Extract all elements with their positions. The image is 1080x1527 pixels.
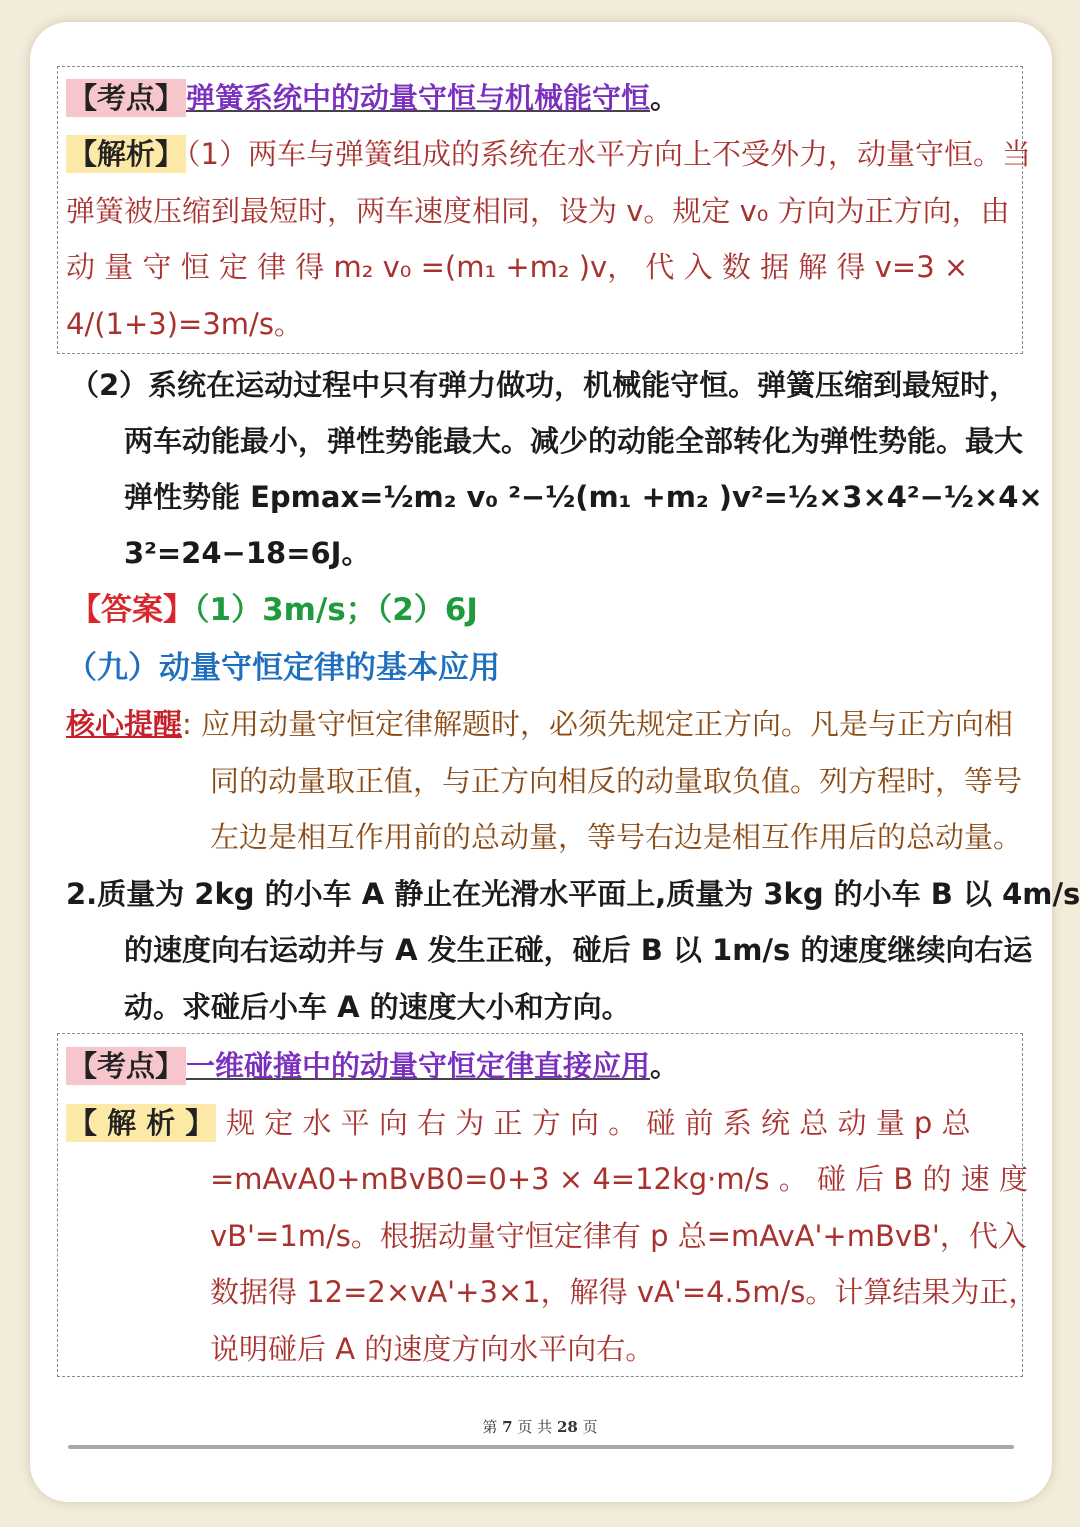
kaodian-title: 弹簧系统中的动量守恒与机械能守恒 bbox=[186, 81, 651, 115]
core-reminder-text: 左边是相互作用前的总动量，等号右边是相互作用后的总动量。 bbox=[210, 820, 1023, 854]
analysis-text: 数据得 12=2×vA'+3×1，解得 vA'=4.5m/s。计算结果为正， bbox=[210, 1275, 1038, 1309]
analysis-text: vB'=1m/s。根据动量守恒定律有 p 总=mAvA'+mBvB'，代入 bbox=[210, 1219, 1027, 1253]
analysis-text: 动 量 守 恒 定 律 得 m₂ v₀ =(m₁ +m₂ )v， 代 入 数 据 解 得 v=3 × bbox=[66, 250, 969, 284]
kaodian-line-2: 【考点】一维碰撞中的动量守恒定律直接应用。 bbox=[68, 1049, 680, 1083]
analysis-text: 规 定 水 平 向 右 为 正 方 向 。 碰 前 系 统 总 动 量 p 总 bbox=[226, 1106, 971, 1140]
page-total: 28 bbox=[556, 1418, 578, 1436]
core-reminder-line-1: 核心提醒: 应用动量守恒定律解题时，必须先规定正方向。凡是与正方向相 bbox=[66, 707, 1014, 741]
kaodian-title: 一维碰撞中的动量守恒定律直接应用 bbox=[186, 1049, 651, 1083]
core-reminder-text: 应用动量守恒定律解题时，必须先规定正方向。凡是与正方向相 bbox=[191, 707, 1014, 741]
part2-text: （2）系统在运动过程中只有弹力做功，机械能守恒。弹簧压缩到最短时， bbox=[70, 368, 1019, 402]
part2-text: 3²=24−18=6J。 bbox=[124, 536, 371, 570]
analysis-text: 4/(1+3)=3m/s。 bbox=[66, 307, 303, 341]
part2-text: 弹性势能 Epmax=½m₂ v₀ ²−½(m₁ +m₂ )v²=½×3×4²−½×4× bbox=[124, 480, 1043, 514]
kaodian-tag: 【考点】 bbox=[68, 81, 185, 115]
answer-text: （1）3m/s；（2）6J bbox=[194, 592, 478, 628]
question-text: 动。求碰后小车 A 的速度大小和方向。 bbox=[124, 990, 631, 1024]
kaodian-tag: 【考点】 bbox=[68, 1049, 185, 1083]
analysis-text: 弹簧被压缩到最短时，两车速度相同，设为 v。规定 v₀ 方向为正方向，由 bbox=[66, 194, 1010, 228]
page-number: 7 bbox=[502, 1418, 513, 1436]
section-title: （九）动量守恒定律的基本应用 bbox=[66, 650, 500, 686]
jiexi-line-1 bbox=[66, 134, 1031, 174]
jiexi-tag: 【解析】 bbox=[68, 137, 185, 171]
analysis-text: =mAvA0+mBvB0=0+3 × 4=12kg·m/s 。 碰 后 B 的 速 度 bbox=[210, 1162, 1028, 1196]
analysis-text: 说明碰后 A 的速度方向水平向右。 bbox=[210, 1332, 655, 1366]
analysis-text: （1）两车与弹簧组成的系统在水平方向上不受外力，动量守恒。当 bbox=[186, 137, 1031, 171]
part2-text: 两车动能最小，弹性势能最大。减少的动能全部转化为弹性势能。最大 bbox=[124, 424, 1024, 458]
page-footer: 第 7 页 共 28 页 bbox=[482, 1418, 598, 1436]
core-reminder-label: 核心提醒 bbox=[66, 707, 183, 741]
jiexi-line-2 bbox=[66, 1103, 216, 1143]
footer-divider bbox=[68, 1445, 1014, 1449]
answer-line bbox=[70, 590, 478, 630]
jiexi-tag: 【 解 析 】 bbox=[68, 1106, 215, 1140]
question-text: 的速度向右运动并与 A 发生正碰，碰后 B 以 1m/s 的速度继续向右运 bbox=[124, 933, 1033, 967]
core-reminder-text: 同的动量取正值，与正方向相反的动量取负值。列方程时，等号 bbox=[210, 764, 1023, 798]
answer-tag: 【答案】 bbox=[70, 592, 194, 628]
question-text: 2.质量为 2kg 的小车 A 静止在光滑水平面上,质量为 3kg 的小车 B 以 4m/s bbox=[66, 877, 1080, 911]
kaodian-line-1: 【考点】弹簧系统中的动量守恒与机械能守恒。 bbox=[68, 81, 680, 115]
